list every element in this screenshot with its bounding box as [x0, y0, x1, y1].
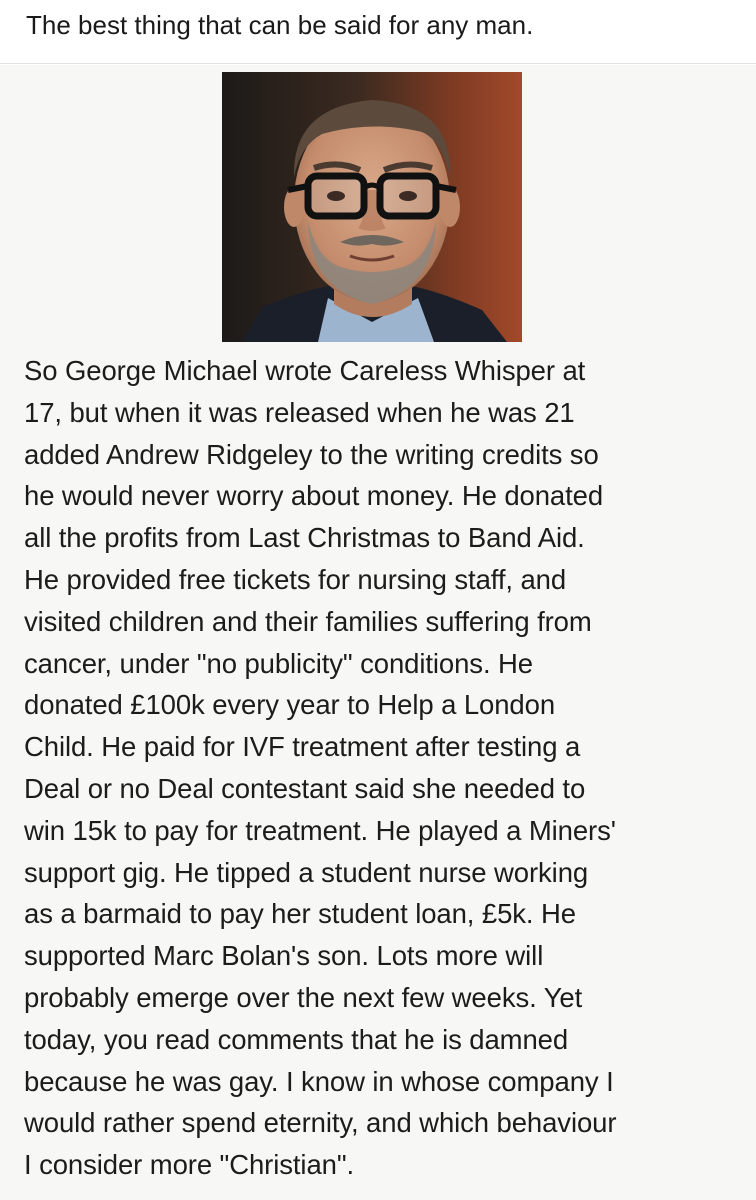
post-caption: The best thing that can be said for any man. — [26, 10, 534, 40]
post-caption-bar — [0, 0, 756, 64]
meme-image — [0, 65, 756, 1200]
meme-body-text: So George Michael wrote Careless Whisper at 17, but when it was released when he was 21 added Andrew Ridgeley to the writing credits so he would never worry about money. He donated all the profits from Last Christmas to Band Aid. He provided free tickets for nursing staff, and visited children and their families suffering from cancer, under "no publicity" conditions. He donated £100k every year to Help a London Child. He paid for IVF treatment after testing a Deal or no Deal contestant said she needed to win 15k to pay for treatment. He played a Miners' support gig. He tipped a student nurse working as a barmaid to pay her student loan, £5k. He supported Marc Bolan's son. Lots more will probably emerge over the next few weeks. Yet today, you read comments that he is damned because he was gay. I know in whose company I would rather spend eternity, and which behaviour I consider more "Christian". — [24, 355, 617, 1181]
portrait-photo — [222, 72, 522, 342]
